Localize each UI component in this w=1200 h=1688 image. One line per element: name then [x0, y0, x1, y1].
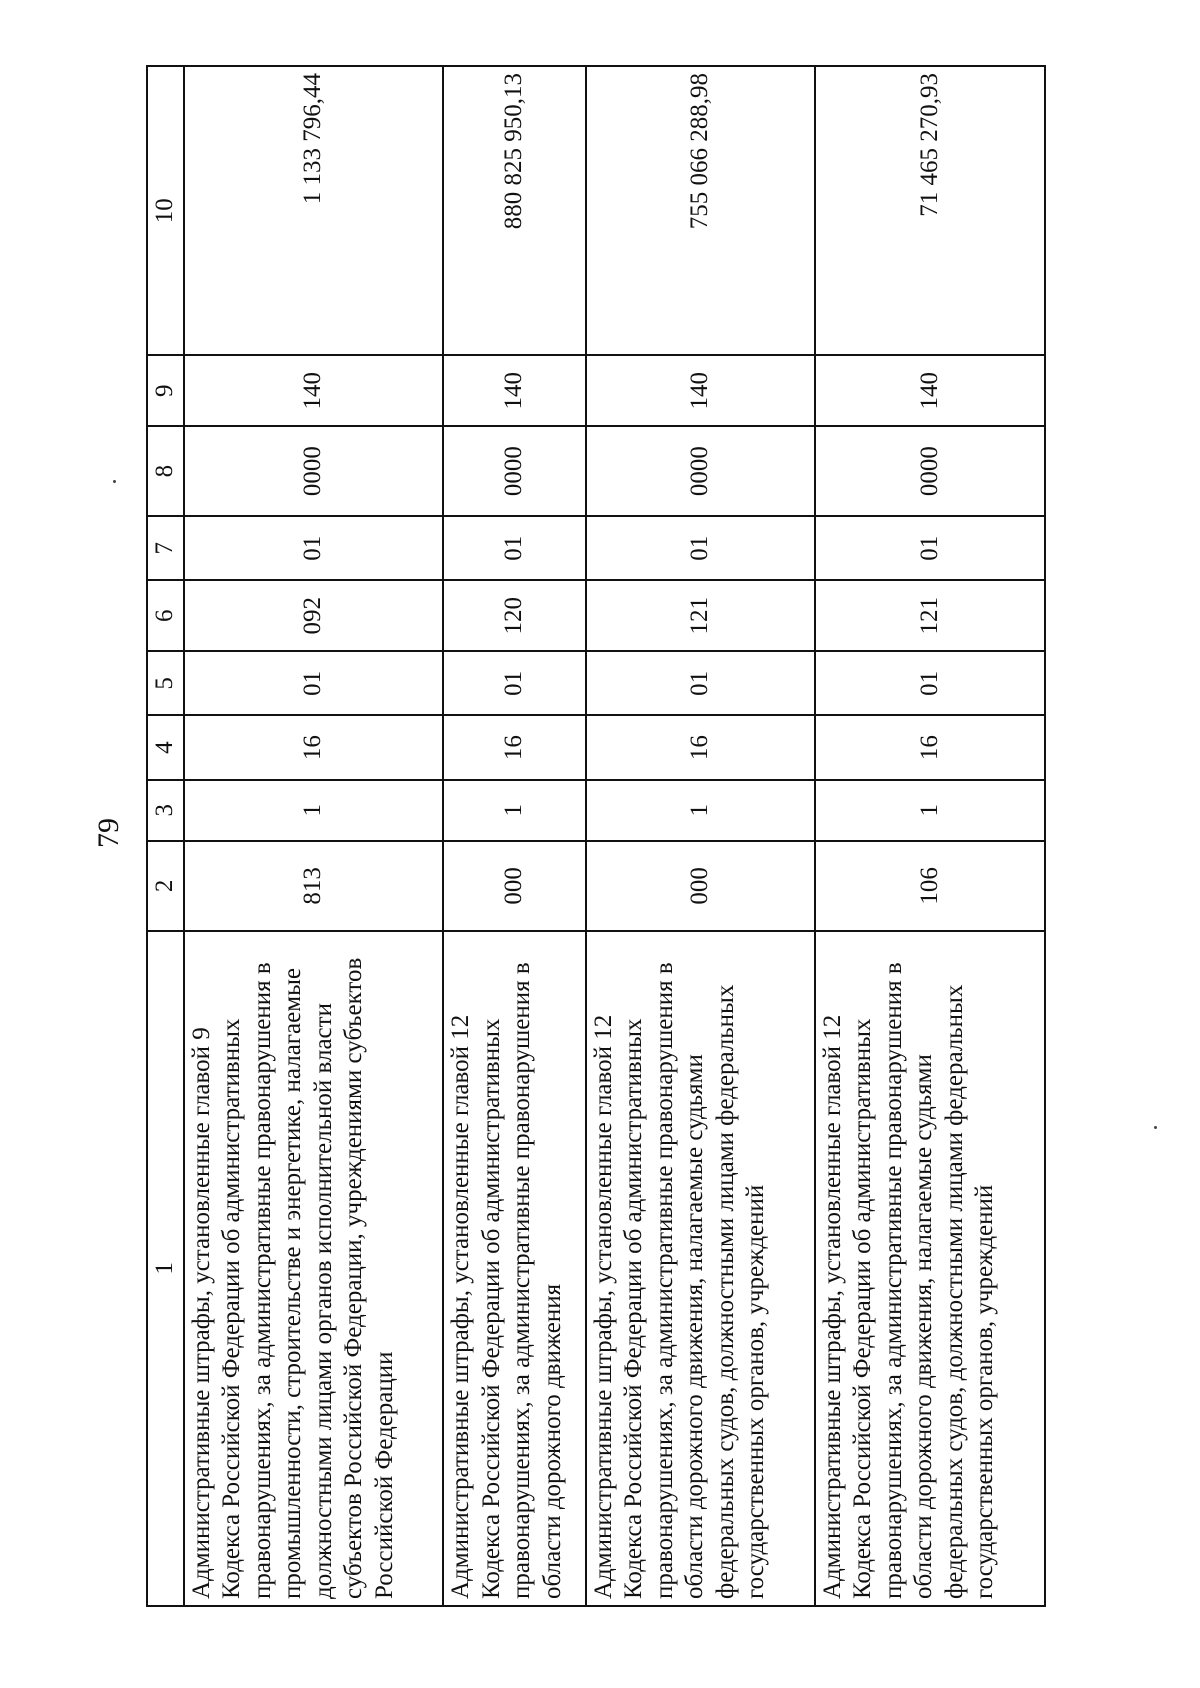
cell-subgroup: 16 [815, 715, 1045, 779]
row-name: Административные штрафы, установленные главой 12 Кодекса Российской Федерации об административных правонарушениях, за административные правонарушения в области дорожного движения [443, 931, 586, 1606]
cell-article: 01 [443, 651, 586, 715]
header-cell-1: 1 [147, 931, 184, 1606]
cell-element: 01 [184, 516, 444, 580]
cell-classification: 140 [815, 355, 1045, 426]
cell-element: 01 [815, 516, 1045, 580]
cell-program: 0000 [586, 426, 815, 516]
cell-subarticle: 121 [586, 580, 815, 651]
cell-program: 0000 [815, 426, 1045, 516]
cell-group: 1 [443, 780, 586, 841]
scan-speck [1154, 1126, 1157, 1129]
budget-table [146, 65, 1046, 1607]
header-row [147, 66, 184, 1606]
table-row [184, 66, 444, 1606]
cell-amount: 755 066 288,98 [586, 66, 815, 355]
cell-admin-code: 813 [184, 841, 444, 931]
cell-program: 0000 [184, 426, 444, 516]
table-row [815, 66, 1045, 1606]
cell-subarticle: 121 [815, 580, 1045, 651]
row-name: Административные штрафы, установленные главой 12 Кодекса Российской Федерации об административных правонарушениях, за административные правонарушения в области дорожного движения, налагаемые судьями федеральных судов, должностными лицами федеральных государственных органов, учреждений [815, 931, 1045, 1606]
cell-classification: 140 [443, 355, 586, 426]
cell-subarticle: 092 [184, 580, 444, 651]
cell-admin-code: 000 [443, 841, 586, 931]
header-cell-7: 7 [147, 516, 184, 580]
cell-amount: 71 465 270,93 [815, 66, 1045, 355]
cell-program: 0000 [443, 426, 586, 516]
header-cell-5: 5 [147, 651, 184, 715]
header-cell-4: 4 [147, 715, 184, 779]
cell-article: 01 [586, 651, 815, 715]
cell-subarticle: 120 [443, 580, 586, 651]
cell-classification: 140 [184, 355, 444, 426]
cell-classification: 140 [586, 355, 815, 426]
cell-admin-code: 000 [586, 841, 815, 931]
table-row [586, 66, 815, 1606]
header-cell-3: 3 [147, 780, 184, 841]
row-name: Административные штрафы, установленные главой 9 Кодекса Российской Федерации об административных правонарушениях, за административные правонарушения в промышленности, строительстве и энергетике, налагаемые должностными лицами органов исполнительной власти субъектов Российской Федерации, учреждениями субъектов Российской Федерации [184, 931, 444, 1606]
cell-subgroup: 16 [184, 715, 444, 779]
cell-article: 01 [184, 651, 444, 715]
header-cell-9: 9 [147, 355, 184, 426]
rotated-table-container [146, 65, 1046, 1607]
table-row [443, 66, 586, 1606]
header-cell-6: 6 [147, 580, 184, 651]
page-number: 79 [92, 818, 125, 848]
cell-amount: 880 825 950,13 [443, 66, 586, 355]
cell-subgroup: 16 [443, 715, 586, 779]
cell-group: 1 [815, 780, 1045, 841]
header-cell-2: 2 [147, 841, 184, 931]
header-cell-10: 10 [147, 66, 184, 355]
cell-amount: 1 133 796,44 [184, 66, 444, 355]
cell-article: 01 [815, 651, 1045, 715]
cell-group: 1 [184, 780, 444, 841]
cell-admin-code: 106 [815, 841, 1045, 931]
header-cell-8: 8 [147, 426, 184, 516]
row-name: Административные штрафы, установленные главой 12 Кодекса Российской Федерации об административных правонарушениях, за административные правонарушения в области дорожного движения, налагаемые судьями федеральных судов, должностными лицами федеральных государственных органов, учреждений [586, 931, 815, 1606]
cell-element: 01 [586, 516, 815, 580]
cell-group: 1 [586, 780, 815, 841]
cell-element: 01 [443, 516, 586, 580]
cell-subgroup: 16 [586, 715, 815, 779]
scan-speck [113, 480, 116, 483]
